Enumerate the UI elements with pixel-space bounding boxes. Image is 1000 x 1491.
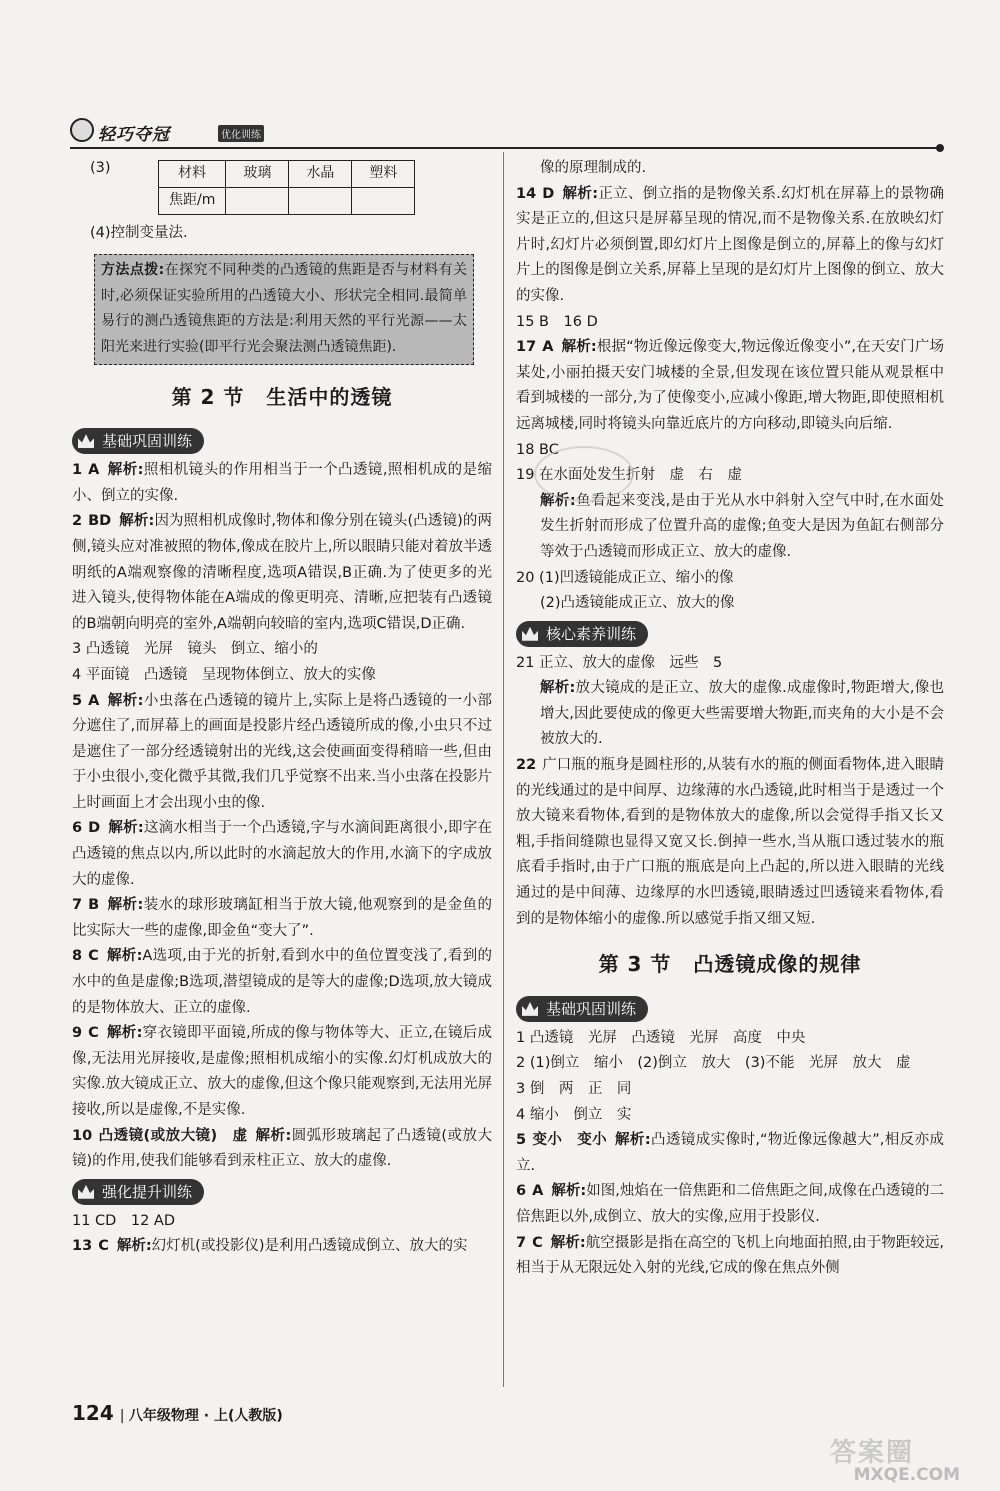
- answer-item: 1 A 解析:照相机镜头的作用相当于一个凸透镜,照相机成的是缩小、倒立的实像.: [72, 462, 492, 504]
- table-header: 塑料: [352, 160, 415, 187]
- answer-item: (2)凸透镜能成正立、放大的像: [540, 595, 735, 612]
- answer-item: 11 CD 12 AD: [72, 1212, 175, 1229]
- answer-item: 8 C 解析:A选项,由于光的折射,看到水中的鱼位置变浅了,看到的水中的鱼是虚像;B选项,潜望镜成的是等大的虚像;D选项,放大镜成的是物体放大、正立的虚像.: [72, 948, 492, 1016]
- logo-subtitle: 优化训练: [218, 125, 264, 142]
- crown-icon: [78, 1185, 94, 1199]
- badge-basic-training: 基础巩固训练: [72, 428, 204, 454]
- answer-item: 14 D 解析:正立、倒立指的是物像关系.幻灯机在屏幕上的景物确实是正立的,但这只是屏幕呈现的情况,而不是物像关系.在放映幻灯片时,幻灯片必须倒置,即幻灯片上图像是倒立的,屏幕上的像与幻灯片上的图像是倒立关系,屏幕上呈现的是幻灯片上图像的倒立、放大的实像.: [516, 185, 944, 304]
- crown-icon: [78, 434, 94, 448]
- answer-explanation: 解析:放大镜成的是正立、放大的虚像.成虚像时,物距增大,像也增大,因此要使成的像更大些需要增大物距,而夹角的大小是不会被放大的.: [540, 680, 944, 748]
- answer-item: 18 BC: [516, 441, 559, 458]
- header-rule: [70, 147, 940, 149]
- table-row-label: 焦距/m: [159, 187, 226, 214]
- page-footer: 124 | 八年级物理 · 上(人教版): [72, 1401, 283, 1425]
- answer-explanation: 解析:鱼看起来变浅,是由于光从水中斜射入空气中时,在水面处发生折射而形成了位置升高的虚像;鱼变大是因为鱼缸右侧部分等效于凸透镜而形成正立、放大的虚像.: [540, 492, 944, 560]
- answer-item: 22 广口瓶的瓶身是圆柱形的,从装有水的瓶的侧面看物体,进入眼睛的光线通过的是中间厚、边缘薄的水凸透镜,此时相当于是透过一个放大镜来看物体,看到的是物体放大的虚像,所以会觉得手指又长又粗,手指间缝隙也显得又宽又长.倒掉一些水,当从瓶口透过装水的瓶底看手指时,由于广口瓶的瓶底是向上凸起的,所以进入眼睛的光线通过的是中间薄、边缘厚的水凹透镜,眼睛透过凹透镜来看物体,看到的是物体缩小的虚像.所以感觉手指又细又短.: [516, 757, 944, 927]
- table-cell: [352, 187, 415, 214]
- table-header: 材料: [159, 160, 226, 187]
- answer-item: 13 C 解析:幻灯机(或投影仪)是利用凸透镜成倒立、放大的实: [72, 1238, 468, 1255]
- answer-item: 5 A 解析:小虫落在凸透镜的镜片上,实际上是将凸透镜的一小部分遮住了,而屏幕上的画面是投影片经凸透镜所成的像,小虫只不过是遮住了一部分经透镜射出的光线,这会使画面变得稍暗一些,但由于小虫很小,变化微乎其微,我们几乎觉察不出来.当小虫落在投影片上时画面上才会出现小虫的像.: [72, 692, 492, 811]
- answer-item: 19 在水面处发生折射 虚 右 虚: [516, 467, 743, 484]
- material-table: [158, 160, 415, 215]
- logo-icon: [70, 118, 94, 142]
- answer-continuation: 像的原理制成的.: [540, 160, 647, 176]
- answer-item: 6 D 解析:这滴水相当于一个凸透镜,字与水滴间距离很小,即字在凸透镜的焦点以内,所以此时的水滴起放大的作用,水滴下的字成放大的虚像.: [72, 820, 492, 888]
- section-3-title: 第 3 节 凸透镜成像的规律: [598, 952, 862, 977]
- table-cell: [226, 187, 289, 214]
- table-header: 水晶: [289, 160, 352, 187]
- answer-item: 1 凸透镜 光屏 凸透镜 光屏 高度 中央: [516, 1029, 806, 1046]
- badge-core-training: 核心素养训练: [516, 621, 648, 647]
- answer-item: 3 倒 两 正 同: [516, 1081, 632, 1097]
- answer-item: 4 平面镜 凸透镜 呈现物体倒立、放大的实像: [72, 666, 376, 683]
- answer-item: 7 B 解析:装水的球形玻璃缸相当于放大镜,他观察到的是金鱼的比实际大一些的虚像,即金鱼“变大了”.: [72, 897, 492, 939]
- watermark-logo: 答案圈: [830, 1438, 915, 1468]
- page-header: [70, 116, 940, 148]
- answer-item: 3 凸透镜 光屏 镜头 倒立、缩小的: [72, 641, 318, 658]
- answer-item: 7 C 解析:航空摄影是指在高空的飞机上向地面拍照,由于物距较远,相当于从无限远处入射的光线,它成的像在焦点外侧: [516, 1234, 944, 1277]
- tip-body: 在探究不同种类的凸透镜的焦距是否与材料有关时,必须保证实验所用的凸透镜大小、形状完全相同.最简单易行的测凸透镜焦距的方法是:利用天然的平行光源——太阳光来进行实验(即平行光会聚法测凸透镜焦距).: [101, 262, 467, 355]
- answer-item: 21 正立、放大的虚像 远些 5: [516, 654, 723, 671]
- right-column: [516, 156, 944, 1282]
- column-divider: [503, 152, 504, 1387]
- crown-icon: [522, 1002, 538, 1016]
- faint-stamp: [534, 446, 634, 502]
- answer-item: 17 A 解析:根据“物近像远像变大,物远像近像变小”,在天安门广场某处,小丽拍摄天安门城楼的全景,但发现在该位置只能从观景框中看到城楼的一部分,为了使像变小,应减小像距,增大物距,即使照相机远离城楼,同时将镜头向靠近底片的方向移动,即镜头向后缩.: [516, 339, 944, 432]
- answer-item: 10 凸透镜(或放大镜) 虚 解析:圆弧形玻璃起了凸透镜(或放大镜)的作用,使我们能够看到汞柱正立、放大的虚像.: [72, 1127, 492, 1170]
- method-tip-box: [94, 254, 474, 364]
- crown-icon: [522, 627, 538, 641]
- table-header: 玻璃: [226, 160, 289, 187]
- tip-title: 方法点拨:: [101, 262, 165, 279]
- page-number: 124: [72, 1401, 114, 1425]
- badge-advanced-training: 强化提升训练: [72, 1179, 204, 1205]
- answer-item: 15 B 16 D: [516, 313, 598, 330]
- section-2-title: 第 2 节 生活中的透镜: [171, 384, 393, 409]
- badge-basic-training: 基础巩固训练: [516, 996, 648, 1022]
- answer-item: 4 缩小 倒立 实: [516, 1106, 632, 1123]
- answer-item: 5 变小 变小 解析:凸透镜成实像时,“物近像远像越大”,相反亦成立.: [516, 1132, 944, 1174]
- answer-item: 20 (1)凹透镜能成正立、缩小的像: [516, 569, 734, 586]
- answer-item: 2 (1)倒立 缩小 (2)倒立 放大 (3)不能 光屏 放大 虚: [516, 1055, 911, 1072]
- table-cell: [289, 187, 352, 214]
- item-4: (4)控制变量法.: [90, 224, 188, 241]
- left-column: [72, 156, 492, 1260]
- logo-text: 轻巧夺冠: [98, 125, 170, 145]
- answer-item: 9 C 解析:穿衣镜即平面镜,所成的像与物体等大、正立,在镜后成像,无法用光屏接收,是虚像;照相机成缩小的实像.幻灯机成放大的实像.放大镜成正立、放大的虚像,但这个像只能观察到,无法用光屏接收,所以是虚像,不是实像.: [72, 1025, 492, 1118]
- answer-item: 2 BD 解析:因为照相机成像时,物体和像分别在镜头(凸透镜)的两侧,镜头应对准被照的物体,像成在胶片上,所以眼睛只能对着放半透明纸的A端观察像的清晰程度,选项A错误,B正确.为了使更多的光进入镜头,使得物体能在A端成的像更明亮、清晰,应把装有凸透镜的B端朝向明亮的室外,A端朝向较暗的室内,选项C错误,D正确.: [72, 513, 492, 632]
- answer-item: 6 A 解析:如图,烛焰在一倍焦距和二倍焦距之间,成像在凸透镜的二倍焦距以外,成倒立、放大的实像,应用于投影仪.: [516, 1183, 944, 1225]
- watermark-url: MXQE.COM: [853, 1465, 960, 1485]
- item-3-label: (3): [90, 160, 111, 176]
- book-title: 八年级物理 · 上(人教版): [128, 1408, 283, 1424]
